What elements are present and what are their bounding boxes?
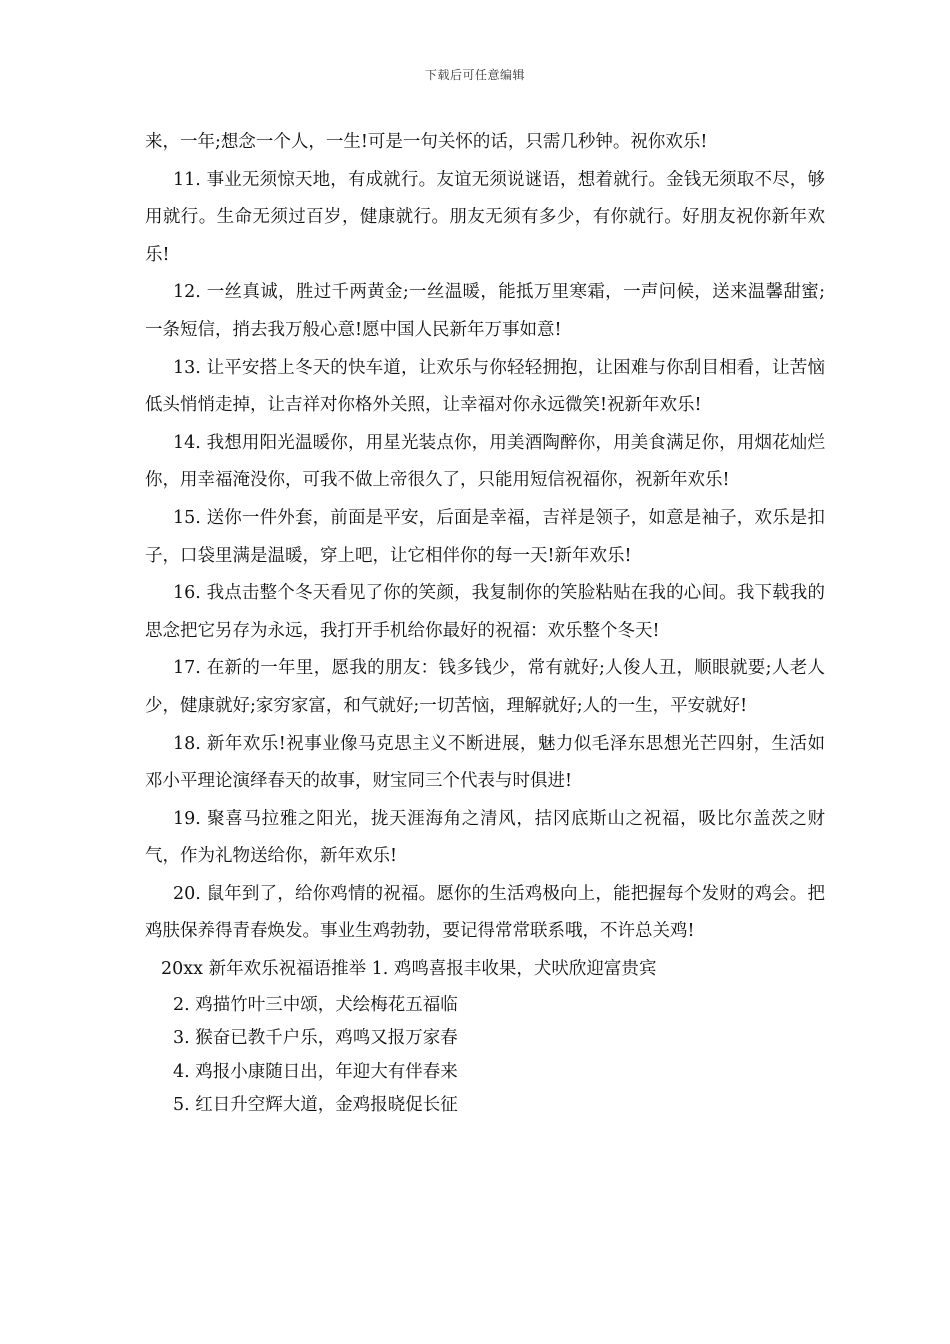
list-item: 2. 鸡描竹叶三中颂，犬绘梅花五福临: [173, 994, 458, 1015]
paragraph-item-12: 12. 一丝真诚，胜过千两黄金;一丝温暖，能抵万里寒霜，一声问候，送来温馨甜蜜;一条短信，捎去我万般心意!愿中国人民新年万事如意!: [145, 282, 825, 340]
list-item: 3. 猴奋已教千户乐，鸡鸣又报万家春: [173, 1028, 458, 1049]
paragraph-continuation: 来，一年;想念一个人，一生!可是一句关怀的话，只需几秒钟。祝你欢乐!: [145, 132, 708, 152]
paragraph-item-19: 19. 聚喜马拉雅之阳光，拢天涯海角之清风，拮冈底斯山之祝福，吸比尔盖茨之财气，作为礼物送给你，新年欢乐!: [145, 808, 825, 867]
paragraph-item-20: 20. 鼠年到了，给你鸡情的祝福。愿你的生活鸡极向上，能把握每个发财的鸡会。把鸡肤保养得青春焕发。事业生鸡勃勃，要记得常常联系哦，不许总关鸡!: [145, 883, 825, 942]
list-item: 5. 红日升空辉大道，金鸡报晓促长征: [173, 1095, 458, 1116]
couplet-list: [145, 989, 825, 1123]
paragraph-item-14: 14. 我想用阳光温暖你，用星光装点你，用美酒陶醉你，用美食满足你，用烟花灿烂你，用幸福淹没你，可我不做上帝很久了，只能用短信祝福你，祝新年欢乐!: [145, 432, 825, 491]
list-item: 4. 鸡报小康随日出，年迎大有伴春来: [173, 1061, 458, 1082]
paragraph-item-18: 18. 新年欢乐!祝事业像马克思主义不断进展，魅力似毛泽东思想光芒四射，生活如邓小平理论演绎春天的故事，财宝同三个代表与时俱进!: [145, 733, 825, 792]
document-body: [145, 124, 825, 1123]
paragraph-item-17: 17. 在新的一年里，愿我的朋友：钱多钱少，常有就好;人俊人丑，顺眼就要;人老人少，健康就好;家穷家富，和气就好;一切苦恼，理解就好;人的一生，平安就好!: [145, 658, 825, 716]
paragraph-item-16: 16. 我点击整个冬天看见了你的笑颜，我复制你的笑脸粘贴在我的心间。我下载我的思念把它另存为永远，我打开手机给你最好的祝福：欢乐整个冬天!: [145, 583, 825, 641]
paragraph-item-15: 15. 送你一件外套，前面是平安，后面是幸福，吉祥是领子，如意是袖子，欢乐是扣子，口袋里满是温暖，穿上吧，让它相伴你的每一天!新年欢乐!: [145, 507, 825, 566]
paragraph-item-11: 11. 事业无须惊天地，有成就行。友谊无须说谜语，想着就行。金钱无须取不尽，够用就行。生命无须过百岁，健康就行。朋友无须有多少，有你就行。好朋友祝你新年欢乐!: [145, 169, 825, 265]
section-heading-recommendations: 20xx 新年欢乐祝福语推举 1. 鸡鸣喜报丰收果，犬吠欣迎富贵宾: [161, 959, 657, 980]
page-header: 下载后可任意编辑: [424, 68, 525, 82]
paragraph-item-13: 13. 让平安搭上冬天的快车道，让欢乐与你轻轻拥抱，让困难与你刮目相看，让苦恼低头悄悄走掉，让吉祥对你格外关照，让幸福对你永远微笑!祝新年欢乐!: [145, 357, 825, 416]
